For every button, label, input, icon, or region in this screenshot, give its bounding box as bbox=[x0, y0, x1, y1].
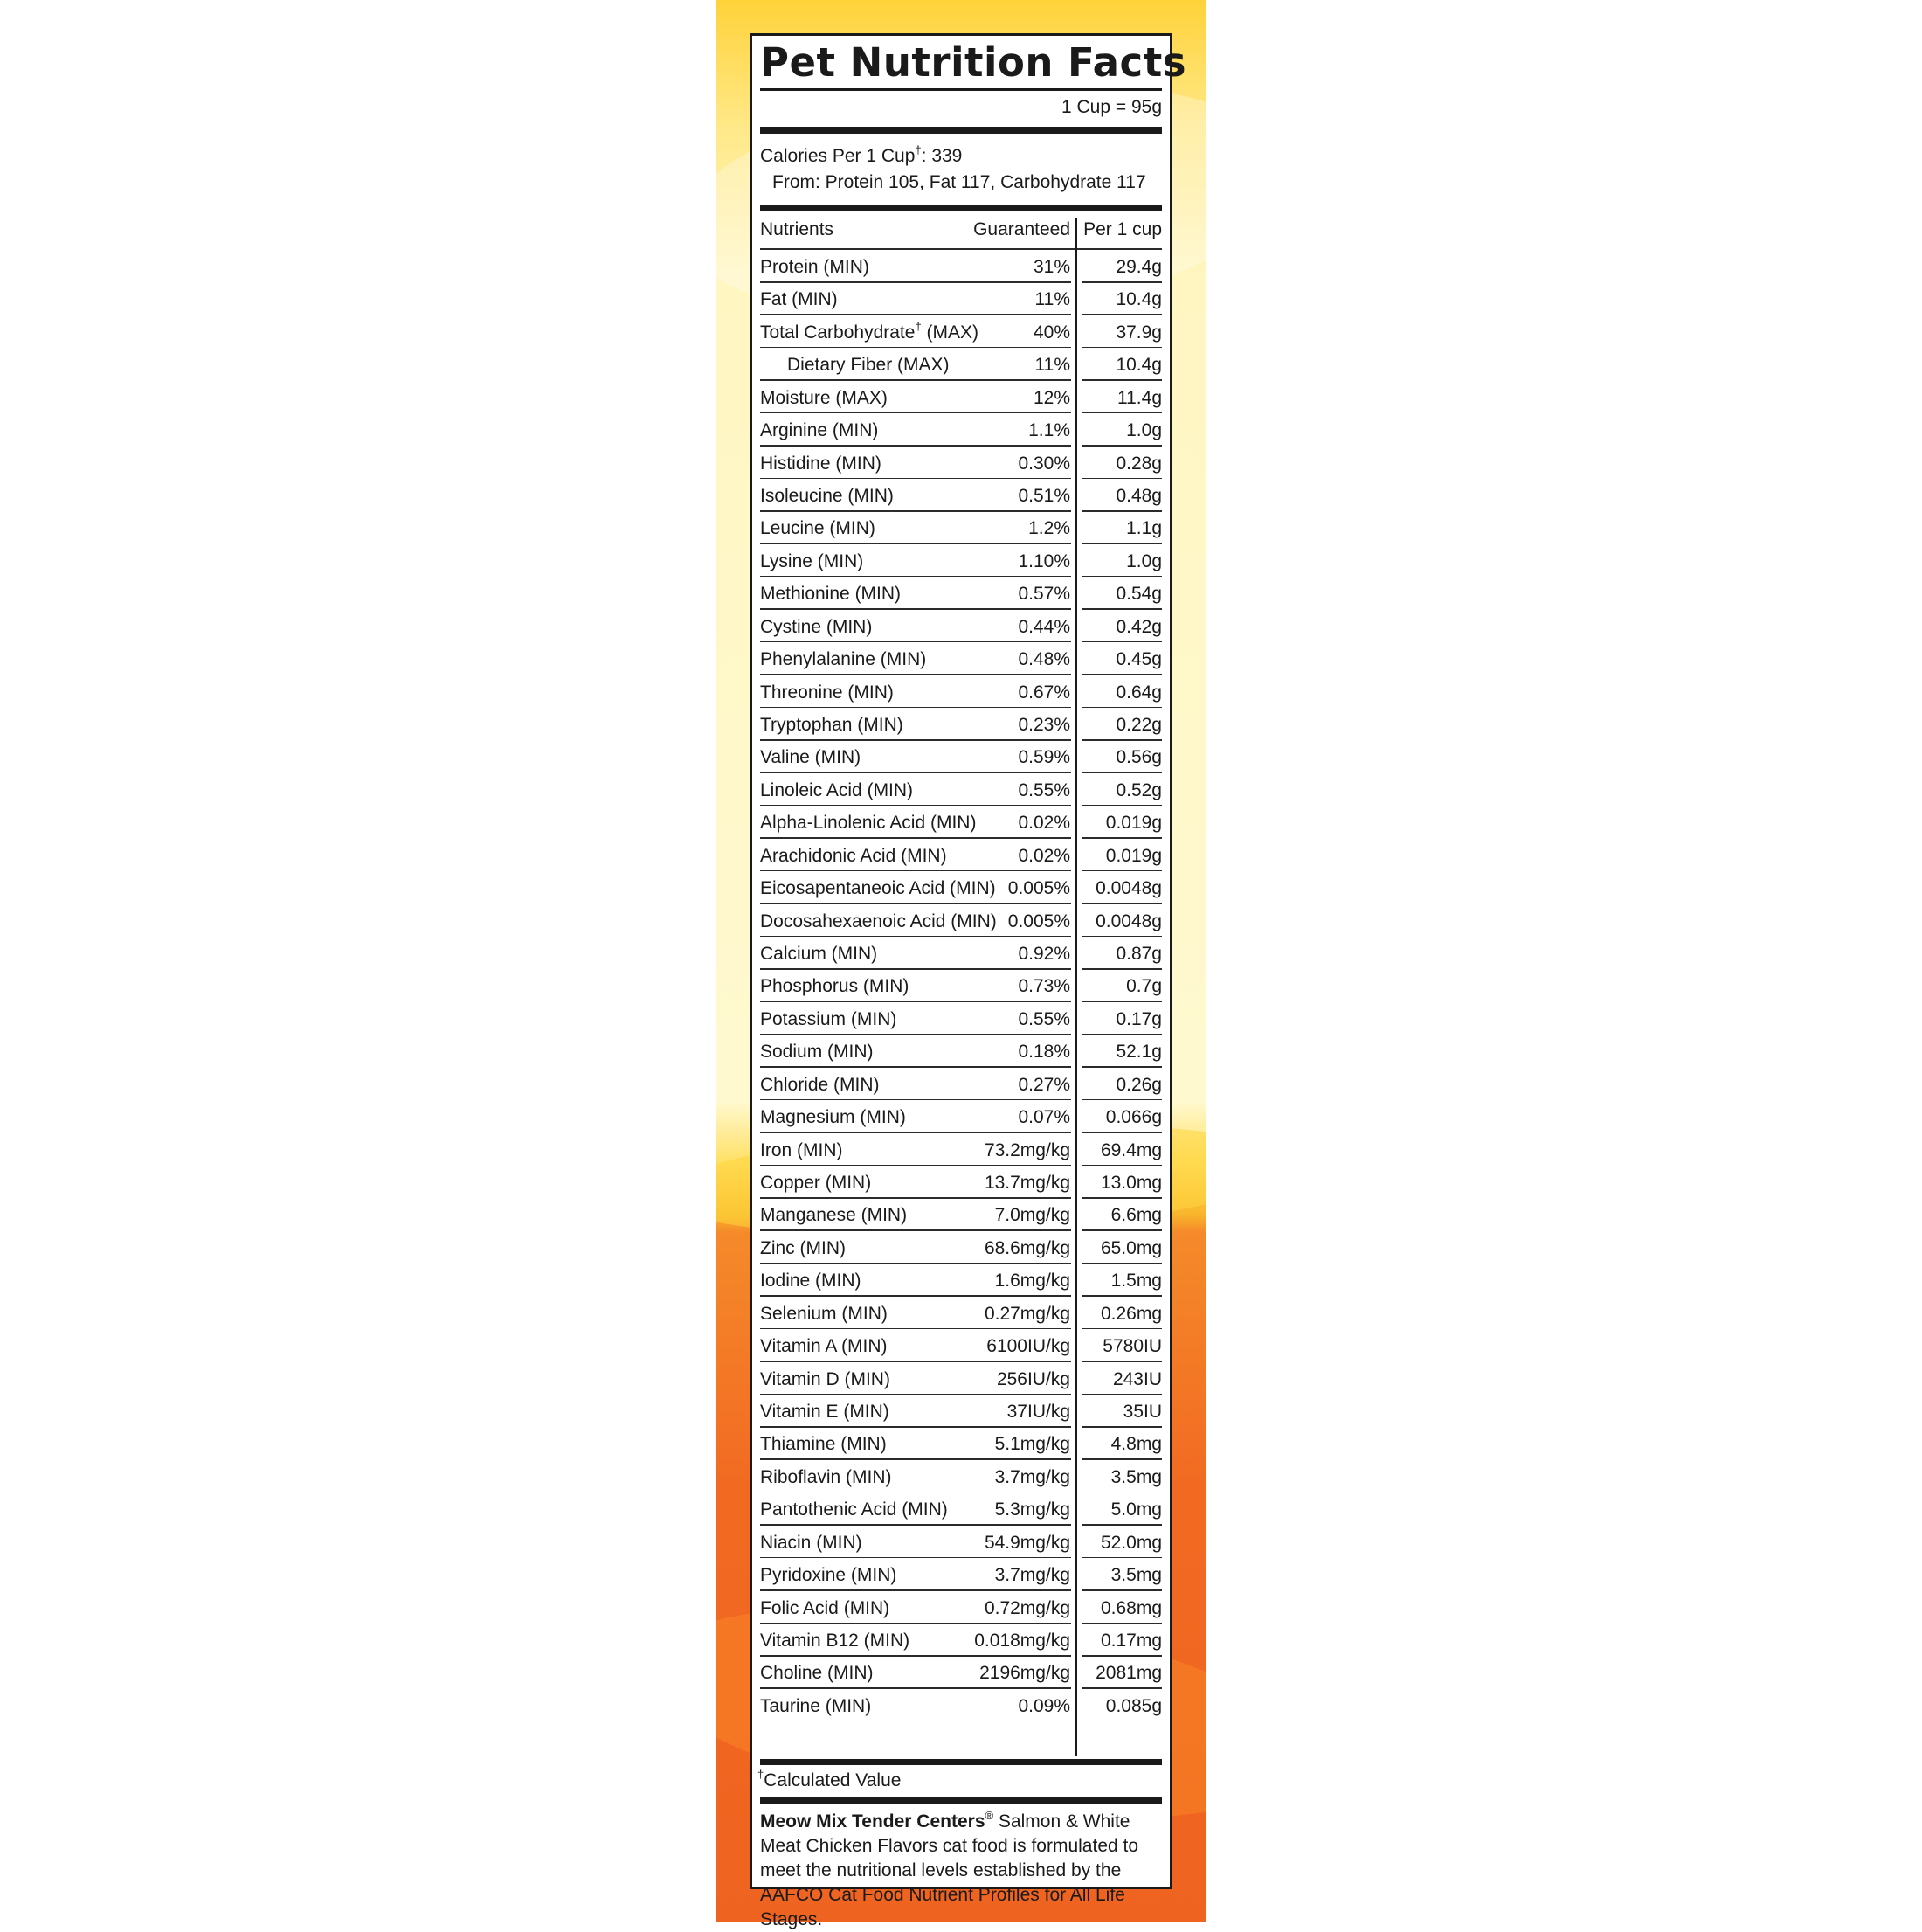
table-row bbox=[760, 1297, 1162, 1330]
table-row bbox=[760, 511, 1162, 544]
per-cup-value: 0.64g bbox=[1116, 682, 1162, 703]
nutrient-name-text: Linoleic Acid (MIN) bbox=[760, 779, 914, 800]
guaranteed-value: 1.2% bbox=[1028, 518, 1070, 539]
guaranteed-value: 40% bbox=[1033, 322, 1070, 343]
guaranteed-value: 0.02% bbox=[1018, 845, 1070, 866]
nutrient-name-text: Vitamin B12 (MIN) bbox=[760, 1631, 910, 1652]
per-cup-value: 0.87g bbox=[1116, 944, 1162, 965]
guaranteed-value: 0.67% bbox=[1018, 682, 1070, 703]
nutrient-name bbox=[760, 649, 926, 670]
nutrient-name bbox=[760, 486, 894, 507]
table-row bbox=[760, 871, 1162, 904]
guaranteed-value: 68.6mg/kg bbox=[984, 1237, 1070, 1258]
per-cup-value: 29.4g bbox=[1116, 257, 1162, 277]
table-row bbox=[760, 1264, 1162, 1297]
per-cup-value: 0.54g bbox=[1116, 584, 1162, 605]
dagger-mark: † bbox=[757, 1768, 764, 1781]
guaranteed-value: 0.23% bbox=[1018, 715, 1070, 736]
header-per-cup: Per 1 cup bbox=[1083, 219, 1162, 239]
nutrient-name-text: Selenium (MIN) bbox=[760, 1303, 888, 1324]
nutrient-name-text: Riboflavin (MIN) bbox=[760, 1466, 892, 1487]
per-cup-value: 0.0048g bbox=[1096, 911, 1162, 931]
nutrient-name bbox=[760, 1533, 862, 1554]
per-cup-value: 0.45g bbox=[1116, 649, 1162, 670]
guaranteed-value: 73.2mg/kg bbox=[984, 1139, 1070, 1160]
nutrient-name bbox=[760, 1107, 906, 1128]
nutrient-name-text: Folic Acid (MIN) bbox=[760, 1597, 890, 1618]
per-cup-value: 3.5mg bbox=[1110, 1565, 1162, 1586]
nutrient-name bbox=[760, 1009, 896, 1030]
per-cup-value: 0.56g bbox=[1116, 747, 1162, 768]
header-nutrients: Nutrients bbox=[760, 219, 834, 239]
table-row bbox=[760, 1068, 1162, 1101]
per-cup-value: 52.0mg bbox=[1100, 1532, 1162, 1553]
nutrient-name-text: Zinc (MIN) bbox=[760, 1237, 846, 1258]
nutrient-name-text: Chloride (MIN) bbox=[760, 1074, 880, 1095]
header-guaranteed: Guaranteed bbox=[973, 219, 1070, 239]
nutrient-name-text: Dietary Fiber (MAX) bbox=[787, 355, 950, 376]
dagger-mark: † bbox=[915, 319, 922, 333]
nutrient-name-text: Vitamin A (MIN) bbox=[760, 1336, 888, 1357]
per-cup-value: 4.8mg bbox=[1110, 1434, 1162, 1455]
per-cup-value: 2081mg bbox=[1096, 1663, 1162, 1684]
table-row bbox=[760, 708, 1162, 741]
nutrient-name bbox=[760, 747, 861, 768]
per-cup-value: 0.26g bbox=[1116, 1074, 1162, 1095]
guaranteed-value: 1.10% bbox=[1018, 551, 1070, 571]
thick-rule bbox=[760, 127, 1162, 134]
guaranteed-value: 12% bbox=[1033, 387, 1070, 408]
per-cup-value: 0.019g bbox=[1105, 813, 1162, 834]
nutrient-name bbox=[760, 1434, 887, 1455]
per-cup-value: 37.9g bbox=[1116, 322, 1162, 343]
footnote-text: Calculated Value bbox=[764, 1770, 902, 1790]
table-row bbox=[760, 1329, 1162, 1362]
nutrient-name-text: Manganese (MIN) bbox=[760, 1205, 908, 1226]
per-cup-value: 0.7g bbox=[1126, 976, 1162, 997]
nutrient-name-text: Threonine (MIN) bbox=[760, 682, 894, 703]
guaranteed-value: 256IU/kg bbox=[996, 1368, 1070, 1389]
formulation-statement bbox=[760, 1810, 1162, 1932]
guaranteed-value: 0.59% bbox=[1018, 747, 1070, 768]
guaranteed-value: 0.73% bbox=[1018, 976, 1070, 997]
nutrient-name bbox=[760, 1467, 892, 1488]
per-cup-value: 243IU bbox=[1112, 1368, 1162, 1389]
nutrient-name bbox=[760, 780, 913, 801]
title-rule bbox=[760, 88, 1162, 91]
nutrient-name bbox=[760, 1631, 909, 1652]
nutrient-name-text: Phosphorus (MIN) bbox=[760, 976, 909, 997]
guaranteed-value: 0.72mg/kg bbox=[984, 1597, 1070, 1618]
nutrient-name-text: Iron (MIN) bbox=[760, 1139, 843, 1160]
per-cup-value: 10.4g bbox=[1116, 355, 1162, 376]
nutrient-name-text: Alpha-Linolenic Acid (MIN) bbox=[760, 813, 977, 834]
nutrient-name bbox=[760, 1598, 889, 1619]
table-row bbox=[760, 282, 1162, 315]
nutrient-name-suffix: (MAX) bbox=[921, 322, 978, 343]
per-cup-value: 0.019g bbox=[1105, 845, 1162, 866]
table-row bbox=[760, 806, 1162, 839]
table-row bbox=[760, 610, 1162, 643]
per-cup-value: 0.68mg bbox=[1100, 1597, 1162, 1618]
nutrient-name bbox=[760, 1402, 889, 1423]
per-cup-value: 6.6mg bbox=[1110, 1205, 1162, 1226]
per-cup-value: 5.0mg bbox=[1110, 1499, 1162, 1520]
table-row bbox=[760, 1362, 1162, 1395]
nutrient-name bbox=[760, 846, 947, 867]
nutrient-name-text: Total Carbohydrate bbox=[760, 322, 916, 343]
guaranteed-value: 0.005% bbox=[1007, 911, 1070, 931]
nutrient-name bbox=[760, 289, 838, 310]
table-row bbox=[760, 348, 1162, 381]
nutrient-name-text: Copper (MIN) bbox=[760, 1173, 872, 1194]
guaranteed-value: 0.57% bbox=[1018, 584, 1070, 605]
nutrient-name bbox=[760, 1696, 871, 1717]
nutrient-name bbox=[760, 257, 869, 278]
table-row bbox=[760, 969, 1162, 1002]
per-cup-value: 0.22g bbox=[1116, 715, 1162, 736]
nutrient-name-text: Taurine (MIN) bbox=[760, 1695, 872, 1716]
calories-label: Calories Per 1 Cup bbox=[760, 146, 916, 166]
nutrient-name bbox=[760, 551, 863, 572]
per-cup-value: 5780IU bbox=[1103, 1336, 1162, 1357]
nutrient-name bbox=[760, 1238, 846, 1259]
guaranteed-value: 5.1mg/kg bbox=[994, 1434, 1070, 1455]
nutrient-name bbox=[760, 1173, 871, 1194]
per-cup-value: 0.48g bbox=[1116, 486, 1162, 506]
brand-name: Meow Mix Tender Centers bbox=[760, 1811, 985, 1832]
nutrient-name-text: Calcium (MIN) bbox=[760, 944, 878, 965]
per-cup-value: 1.1g bbox=[1126, 518, 1162, 539]
per-cup-value: 3.5mg bbox=[1110, 1466, 1162, 1487]
guaranteed-value: 6100IU/kg bbox=[986, 1336, 1070, 1357]
table-row bbox=[760, 1689, 1162, 1722]
calories-value: : 339 bbox=[921, 146, 963, 166]
per-cup-value: 1.0g bbox=[1126, 420, 1162, 441]
table-row bbox=[760, 1133, 1162, 1167]
guaranteed-value: 1.6mg/kg bbox=[994, 1271, 1070, 1291]
nutrient-name-text: Phenylalanine (MIN) bbox=[760, 649, 927, 670]
guaranteed-value: 1.1% bbox=[1028, 420, 1070, 441]
per-cup-value: 1.5mg bbox=[1110, 1271, 1162, 1291]
panel-title: Pet Nutrition Facts bbox=[760, 39, 1186, 86]
table-row bbox=[760, 577, 1162, 610]
nutrient-name-text: Choline (MIN) bbox=[760, 1663, 874, 1684]
nutrient-name-text: Docosahexaenoic Acid (MIN) bbox=[760, 911, 997, 931]
table-row bbox=[760, 642, 1162, 675]
nutrient-name-text: Vitamin D (MIN) bbox=[760, 1368, 890, 1389]
nutrient-name bbox=[760, 584, 901, 605]
nutrient-name bbox=[760, 454, 881, 474]
nutrient-name-text: Arginine (MIN) bbox=[760, 420, 879, 441]
guaranteed-value: 0.27mg/kg bbox=[984, 1303, 1070, 1324]
per-cup-value: 0.42g bbox=[1116, 616, 1162, 637]
table-row bbox=[760, 479, 1162, 512]
serving-size: 1 Cup = 95g bbox=[1061, 97, 1162, 117]
guaranteed-value: 0.07% bbox=[1018, 1107, 1070, 1128]
guaranteed-value: 0.55% bbox=[1018, 779, 1070, 800]
nutrient-name-text: Pantothenic Acid (MIN) bbox=[760, 1499, 948, 1520]
guaranteed-value: 0.18% bbox=[1018, 1042, 1070, 1063]
nutrient-name-text: Methionine (MIN) bbox=[760, 584, 902, 605]
nutrient-name bbox=[760, 1336, 887, 1357]
nutrient-name-text: Vitamin E (MIN) bbox=[760, 1402, 889, 1423]
nutrient-name bbox=[760, 1140, 843, 1161]
table-row bbox=[760, 904, 1162, 938]
table-row bbox=[760, 447, 1162, 480]
per-cup-value: 0.52g bbox=[1116, 779, 1162, 800]
calories-line bbox=[760, 143, 963, 167]
per-cup-value: 11.4g bbox=[1117, 387, 1162, 408]
nutrient-name-text: Histidine (MIN) bbox=[760, 453, 881, 474]
footnote bbox=[757, 1770, 901, 1791]
statement-text: Salmon & White Meat Chicken Flavors cat food is formulated to meet the nutritional levels established by the AAFCO Cat Food Nutrient Profiles for All Life Stages. bbox=[760, 1811, 1139, 1929]
nutrient-name-text: Valine (MIN) bbox=[760, 747, 861, 768]
nutrient-name-text: Protein (MIN) bbox=[760, 257, 869, 277]
nutrient-name bbox=[760, 1271, 861, 1291]
guaranteed-value: 7.0mg/kg bbox=[994, 1205, 1070, 1226]
calories-from: From: Protein 105, Fat 117, Carbohydrate 117 bbox=[772, 172, 1146, 192]
per-cup-value: 1.0g bbox=[1126, 551, 1162, 571]
dagger-mark: † bbox=[915, 143, 922, 156]
nutrient-name bbox=[760, 1663, 874, 1684]
nutrient-name bbox=[760, 1304, 888, 1325]
nutrient-name-text: Magnesium (MIN) bbox=[760, 1107, 906, 1128]
nutrient-name bbox=[760, 878, 996, 899]
table-row bbox=[760, 1591, 1162, 1624]
nutrient-name bbox=[760, 1499, 948, 1520]
guaranteed-value: 0.44% bbox=[1018, 616, 1070, 637]
guaranteed-value: 54.9mg/kg bbox=[984, 1532, 1070, 1553]
nutrient-name bbox=[760, 1565, 896, 1586]
guaranteed-value: 13.7mg/kg bbox=[984, 1173, 1070, 1194]
per-cup-value: 10.4g bbox=[1116, 289, 1162, 310]
nutrient-name bbox=[760, 1369, 890, 1390]
nutrient-name bbox=[760, 518, 875, 539]
nutrition-facts-panel bbox=[750, 33, 1186, 1929]
nutrient-name-text: Fat (MIN) bbox=[760, 289, 838, 310]
table-row bbox=[760, 1624, 1162, 1657]
thick-rule bbox=[760, 1759, 1162, 1765]
nutrient-name-text: Eicosapentaneoic Acid (MIN) bbox=[760, 878, 996, 899]
table-row bbox=[760, 544, 1162, 578]
nutrient-name bbox=[760, 420, 878, 441]
table-row bbox=[760, 1492, 1162, 1526]
table-row bbox=[760, 1231, 1162, 1264]
guaranteed-value: 11% bbox=[1034, 355, 1070, 376]
nutrient-name-text: Lysine (MIN) bbox=[760, 551, 864, 571]
nutrient-name-text: Moisture (MAX) bbox=[760, 387, 888, 408]
guaranteed-value: 3.7mg/kg bbox=[994, 1466, 1070, 1487]
guaranteed-value: 0.005% bbox=[1007, 878, 1070, 899]
nutrient-name-text: Cystine (MIN) bbox=[760, 616, 873, 637]
nutrient-name bbox=[760, 976, 909, 997]
guaranteed-value: 0.51% bbox=[1018, 486, 1070, 506]
nutrient-name-text: Isoleucine (MIN) bbox=[760, 486, 894, 506]
table-row bbox=[760, 675, 1162, 709]
table-row bbox=[760, 1166, 1162, 1199]
per-cup-value: 65.0mg bbox=[1100, 1237, 1162, 1258]
per-cup-value: 0.28g bbox=[1116, 453, 1162, 474]
nutrient-name-text: Tryptophan (MIN) bbox=[760, 715, 903, 736]
nutrient-name-text: Leucine (MIN) bbox=[760, 518, 875, 539]
nutrient-name-text: Thiamine (MIN) bbox=[760, 1434, 887, 1455]
per-cup-value: 52.1g bbox=[1116, 1042, 1162, 1063]
guaranteed-value: 0.27% bbox=[1018, 1074, 1070, 1095]
nutrient-name-text: Sodium (MIN) bbox=[760, 1042, 874, 1063]
thick-rule bbox=[760, 1797, 1162, 1804]
guaranteed-value: 3.7mg/kg bbox=[994, 1565, 1070, 1586]
guaranteed-value: 0.09% bbox=[1018, 1695, 1070, 1716]
table-row bbox=[760, 315, 1162, 349]
guaranteed-value: 0.55% bbox=[1018, 1008, 1070, 1029]
per-cup-value: 0.0048g bbox=[1096, 878, 1162, 899]
per-cup-value: 13.0mg bbox=[1100, 1173, 1162, 1194]
guaranteed-value: 11% bbox=[1034, 289, 1070, 310]
table-row bbox=[760, 839, 1162, 872]
table-row bbox=[760, 1427, 1162, 1460]
nutrient-name-text: Pyridoxine (MIN) bbox=[760, 1565, 897, 1586]
table-row bbox=[760, 1526, 1162, 1559]
guaranteed-value: 0.30% bbox=[1018, 453, 1070, 474]
table-row bbox=[760, 740, 1162, 773]
nutrient-name bbox=[760, 617, 872, 638]
table-row bbox=[760, 1100, 1162, 1133]
per-cup-value: 0.17g bbox=[1116, 1008, 1162, 1029]
table-row bbox=[760, 1656, 1162, 1689]
nutrient-name bbox=[760, 388, 888, 409]
per-cup-value: 69.4mg bbox=[1100, 1139, 1162, 1160]
table-row bbox=[760, 1395, 1162, 1428]
per-cup-value: 0.26mg bbox=[1100, 1303, 1162, 1324]
nutrient-name bbox=[760, 813, 976, 834]
nutrient-name bbox=[760, 1042, 874, 1063]
per-cup-value: 35IU bbox=[1123, 1402, 1162, 1423]
table-row bbox=[760, 937, 1162, 970]
nutrient-name bbox=[760, 319, 978, 343]
table-row bbox=[760, 250, 1162, 283]
guaranteed-value: 5.3mg/kg bbox=[994, 1499, 1070, 1520]
guaranteed-value: 37IU/kg bbox=[1006, 1402, 1070, 1423]
table-row bbox=[760, 1035, 1162, 1068]
table-row bbox=[760, 1002, 1162, 1035]
nutrient-name bbox=[760, 1205, 907, 1226]
nutrient-name-text: Niacin (MIN) bbox=[760, 1532, 862, 1553]
guaranteed-value: 0.92% bbox=[1018, 944, 1070, 965]
nutrient-name-text: Potassium (MIN) bbox=[760, 1008, 897, 1029]
guaranteed-value: 2196mg/kg bbox=[979, 1663, 1070, 1684]
guaranteed-value: 0.48% bbox=[1018, 649, 1070, 670]
nutrient-name bbox=[760, 682, 894, 703]
table-row bbox=[760, 1460, 1162, 1493]
per-cup-value: 0.066g bbox=[1105, 1107, 1162, 1128]
nutrient-name bbox=[760, 715, 903, 736]
nutrient-name bbox=[787, 355, 950, 376]
nutrient-name-text: Iodine (MIN) bbox=[760, 1271, 861, 1291]
nutrient-name bbox=[760, 944, 877, 965]
guaranteed-value: 0.018mg/kg bbox=[974, 1631, 1070, 1652]
thick-rule bbox=[760, 205, 1162, 211]
table-row bbox=[760, 1198, 1162, 1231]
table-row bbox=[760, 381, 1162, 414]
per-cup-value: 0.085g bbox=[1105, 1695, 1162, 1716]
table-row bbox=[760, 413, 1162, 447]
nutrient-name-text: Arachidonic Acid (MIN) bbox=[760, 845, 947, 866]
table-row bbox=[760, 773, 1162, 807]
registered-mark: ® bbox=[985, 1809, 994, 1822]
nutrient-name bbox=[760, 1075, 880, 1096]
guaranteed-value: 0.02% bbox=[1018, 813, 1070, 834]
per-cup-value: 0.17mg bbox=[1100, 1631, 1162, 1652]
nutrient-name bbox=[760, 911, 997, 932]
guaranteed-value: 31% bbox=[1033, 257, 1070, 277]
table-row bbox=[760, 1558, 1162, 1591]
